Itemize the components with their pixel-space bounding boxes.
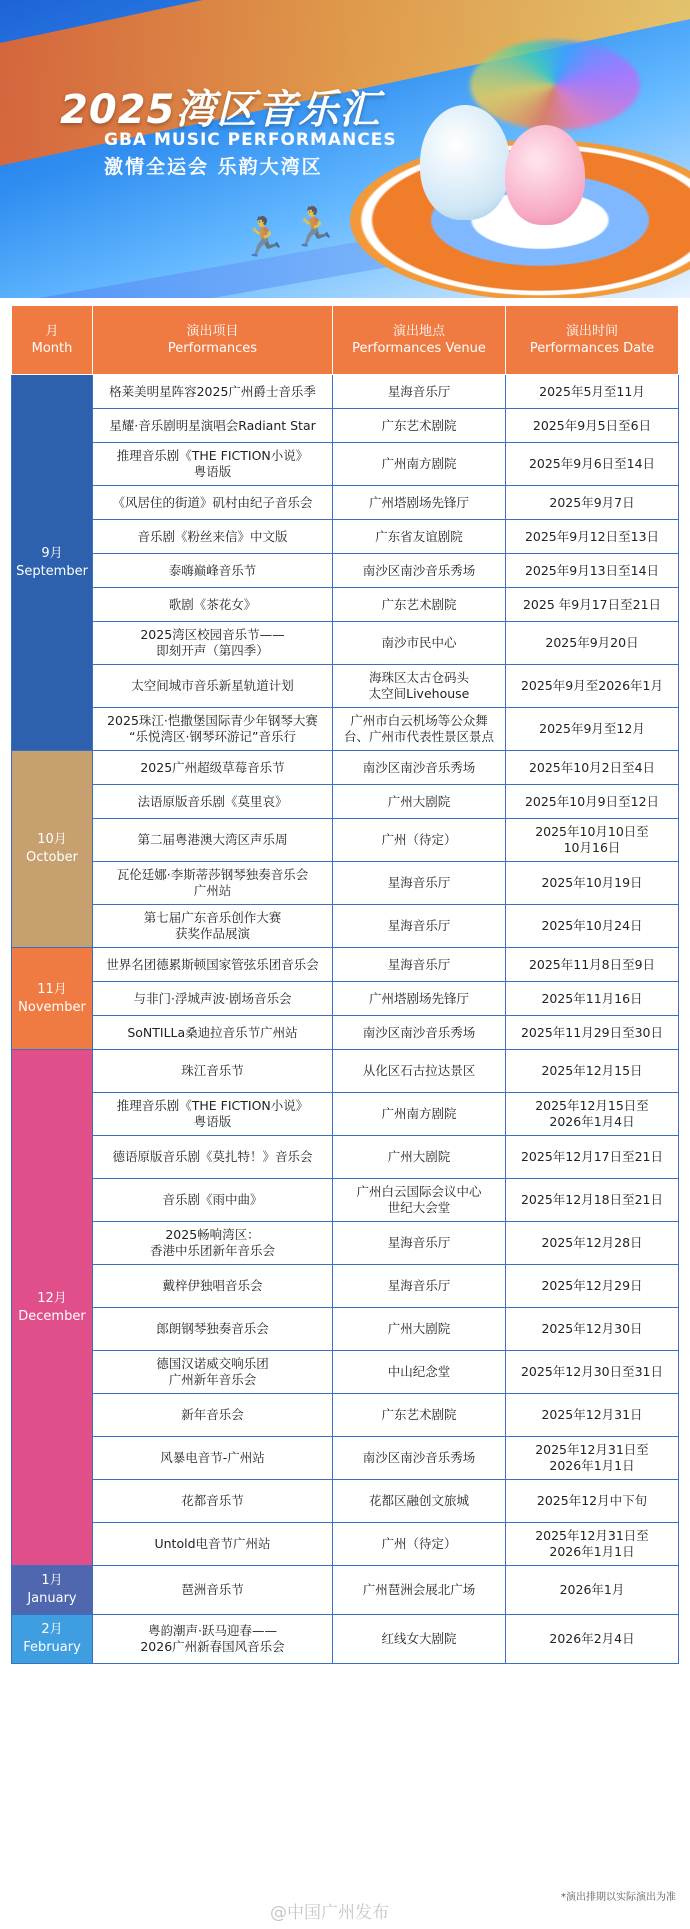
venue-cell: 中山纪念堂 bbox=[333, 1351, 506, 1394]
performance-cell: 琶洲音乐节 bbox=[93, 1566, 333, 1615]
date-cell: 2025年9月至12月 bbox=[506, 708, 679, 751]
header-venue: 演出地点 Performances Venue bbox=[333, 306, 506, 375]
venue-cell: 广州白云国际会议中心 世纪大会堂 bbox=[333, 1179, 506, 1222]
banner-slogan: 激情全运会 乐韵大湾区 bbox=[104, 156, 323, 178]
performance-cell: 2025湾区校园音乐节—— 即刻开声（第四季） bbox=[93, 622, 333, 665]
venue-cell: 广州市白云机场等公众舞 台、广州市代表性景区景点 bbox=[333, 708, 506, 751]
date-cell: 2026年1月 bbox=[506, 1566, 679, 1615]
performance-cell: 德国汉诺威交响乐团 广州新年音乐会 bbox=[93, 1351, 333, 1394]
table-row bbox=[12, 409, 679, 443]
date-cell: 2025年10月19日 bbox=[506, 862, 679, 905]
venue-cell: 星海音乐厅 bbox=[333, 1265, 506, 1308]
month-cell: 12月 December bbox=[12, 1050, 93, 1566]
performance-cell: 音乐剧《粉丝来信》中文版 bbox=[93, 520, 333, 554]
table-row bbox=[12, 708, 679, 751]
table-row bbox=[12, 1480, 679, 1523]
table-row bbox=[12, 622, 679, 665]
table-row bbox=[12, 1222, 679, 1265]
venue-cell: 广州（待定） bbox=[333, 819, 506, 862]
date-cell: 2025年12月29日 bbox=[506, 1265, 679, 1308]
header-month: 月 Month bbox=[12, 306, 93, 375]
date-cell: 2025年12月28日 bbox=[506, 1222, 679, 1265]
date-cell: 2025年11月8日至9日 bbox=[506, 948, 679, 982]
date-cell: 2025年12月15日至 2026年1月4日 bbox=[506, 1093, 679, 1136]
table-header-row bbox=[12, 306, 679, 375]
table-row bbox=[12, 1437, 679, 1480]
month-cell: 2月 February bbox=[12, 1615, 93, 1664]
performance-cell: 推理音乐剧《THE FICTION小说》 粤语版 bbox=[93, 443, 333, 486]
runner-silhouette-icon: 🏃 bbox=[290, 205, 338, 249]
performance-cell: 《风居住的街道》矶村由纪子音乐会 bbox=[93, 486, 333, 520]
table-row bbox=[12, 443, 679, 486]
performance-cell: 第二届粤港澳大湾区声乐周 bbox=[93, 819, 333, 862]
performance-cell: 太空间城市音乐新星轨道计划 bbox=[93, 665, 333, 708]
table-row bbox=[12, 1308, 679, 1351]
date-cell: 2025年12月31日至 2026年1月1日 bbox=[506, 1523, 679, 1566]
watermark: @中国广州发布 bbox=[270, 1903, 389, 1923]
venue-cell: 广州大剧院 bbox=[333, 1308, 506, 1351]
venue-cell: 南沙区南沙音乐秀场 bbox=[333, 751, 506, 785]
date-cell: 2025年9月7日 bbox=[506, 486, 679, 520]
date-cell: 2025年11月16日 bbox=[506, 982, 679, 1016]
footnote: *演出排期以实际演出为准 bbox=[561, 1892, 676, 1903]
venue-cell: 星海音乐厅 bbox=[333, 905, 506, 948]
torch-flame-illustration bbox=[470, 40, 640, 130]
date-cell: 2025年12月中下旬 bbox=[506, 1480, 679, 1523]
table-row bbox=[12, 1265, 679, 1308]
performance-cell: 格莱美明星阵容2025广州爵士音乐季 bbox=[93, 375, 333, 409]
table-row bbox=[12, 375, 679, 409]
date-cell: 2025年10月9日至12日 bbox=[506, 785, 679, 819]
date-cell: 2025年12月31日 bbox=[506, 1394, 679, 1437]
performance-cell: 瓦伦廷娜·李斯蒂莎钢琴独奏音乐会 广州站 bbox=[93, 862, 333, 905]
venue-cell: 广州南方剧院 bbox=[333, 1093, 506, 1136]
date-cell: 2025年9月20日 bbox=[506, 622, 679, 665]
venue-cell: 星海音乐厅 bbox=[333, 375, 506, 409]
table-row bbox=[12, 862, 679, 905]
performance-cell: 第七届广东音乐创作大赛 获奖作品展演 bbox=[93, 905, 333, 948]
banner-subtitle: GBA MUSIC PERFORMANCES bbox=[104, 130, 397, 150]
performance-cell: 戴梓伊独唱音乐会 bbox=[93, 1265, 333, 1308]
table-row bbox=[12, 588, 679, 622]
venue-cell: 星海音乐厅 bbox=[333, 862, 506, 905]
date-cell: 2025年5月至11月 bbox=[506, 375, 679, 409]
date-cell: 2025年9月至2026年1月 bbox=[506, 665, 679, 708]
mascot-white-dolphin bbox=[420, 105, 510, 220]
date-cell: 2025 年9月17日至21日 bbox=[506, 588, 679, 622]
date-cell: 2025年9月12日至13日 bbox=[506, 520, 679, 554]
table-row bbox=[12, 1050, 679, 1093]
venue-cell: 广东省友谊剧院 bbox=[333, 520, 506, 554]
date-cell: 2025年9月6日至14日 bbox=[506, 443, 679, 486]
performance-cell: 德语原版音乐剧《莫扎特！》音乐会 bbox=[93, 1136, 333, 1179]
performance-cell: 2025畅响湾区： 香港中乐团新年音乐会 bbox=[93, 1222, 333, 1265]
venue-cell: 南沙区南沙音乐秀场 bbox=[333, 1437, 506, 1480]
table-row bbox=[12, 819, 679, 862]
date-cell: 2025年12月31日至 2026年1月1日 bbox=[506, 1437, 679, 1480]
runner-silhouette-icon: 🏃 bbox=[240, 215, 288, 259]
venue-cell: 星海音乐厅 bbox=[333, 1222, 506, 1265]
performance-cell: 星耀·音乐剧明星演唱会Radiant Star bbox=[93, 409, 333, 443]
venue-cell: 从化区石古拉达景区 bbox=[333, 1050, 506, 1093]
month-cell: 11月 November bbox=[12, 948, 93, 1050]
venue-cell: 广州大剧院 bbox=[333, 1136, 506, 1179]
performance-cell: 歌剧《茶花女》 bbox=[93, 588, 333, 622]
date-cell: 2025年12月30日 bbox=[506, 1308, 679, 1351]
date-cell: 2025年12月30日至31日 bbox=[506, 1351, 679, 1394]
date-cell: 2025年10月2日至4日 bbox=[506, 751, 679, 785]
table-row bbox=[12, 948, 679, 982]
table-row bbox=[12, 1566, 679, 1615]
performance-cell: Untold电音节广州站 bbox=[93, 1523, 333, 1566]
table-row bbox=[12, 1351, 679, 1394]
performance-cell: 推理音乐剧《THE FICTION小说》 粤语版 bbox=[93, 1093, 333, 1136]
header-performances: 演出项目 Performances bbox=[93, 306, 333, 375]
venue-cell: 广州塔剧场先锋厅 bbox=[333, 982, 506, 1016]
table-row bbox=[12, 665, 679, 708]
performance-cell: 珠江音乐节 bbox=[93, 1050, 333, 1093]
venue-cell: 广州琶洲会展北广场 bbox=[333, 1566, 506, 1615]
table-row bbox=[12, 1615, 679, 1664]
performance-cell: 新年音乐会 bbox=[93, 1394, 333, 1437]
venue-cell: 星海音乐厅 bbox=[333, 948, 506, 982]
table-row bbox=[12, 1093, 679, 1136]
performance-cell: 泰嗨巅峰音乐节 bbox=[93, 554, 333, 588]
performance-cell: 世界名团德累斯顿国家管弦乐团音乐会 bbox=[93, 948, 333, 982]
venue-cell: 广州大剧院 bbox=[333, 785, 506, 819]
performance-cell: 郎朗钢琴独奏音乐会 bbox=[93, 1308, 333, 1351]
date-cell: 2025年9月5日至6日 bbox=[506, 409, 679, 443]
performance-cell: 音乐剧《雨中曲》 bbox=[93, 1179, 333, 1222]
banner-title: 2025湾区音乐汇 bbox=[60, 87, 381, 133]
table-row bbox=[12, 751, 679, 785]
venue-cell: 广东艺术剧院 bbox=[333, 1394, 506, 1437]
venue-cell: 海珠区太古仓码头 太空间Livehouse bbox=[333, 665, 506, 708]
header-date: 演出时间 Performances Date bbox=[506, 306, 679, 375]
mascot-pink-dolphin bbox=[505, 125, 585, 225]
table-row bbox=[12, 1394, 679, 1437]
venue-cell: 广州（待定） bbox=[333, 1523, 506, 1566]
performance-cell: 花都音乐节 bbox=[93, 1480, 333, 1523]
table-row bbox=[12, 982, 679, 1016]
month-cell: 9月 September bbox=[12, 375, 93, 751]
table-row bbox=[12, 1136, 679, 1179]
venue-cell: 南沙区南沙音乐秀场 bbox=[333, 1016, 506, 1050]
performance-cell: 2025广州超级草莓音乐节 bbox=[93, 751, 333, 785]
venue-cell: 广东艺术剧院 bbox=[333, 409, 506, 443]
performance-cell: 与非门·浮城声波·剧场音乐会 bbox=[93, 982, 333, 1016]
date-cell: 2025年12月17日至21日 bbox=[506, 1136, 679, 1179]
table-row bbox=[12, 1523, 679, 1566]
date-cell: 2025年12月18日至21日 bbox=[506, 1179, 679, 1222]
date-cell: 2025年10月10日至 10月16日 bbox=[506, 819, 679, 862]
table-row bbox=[12, 554, 679, 588]
table-row bbox=[12, 785, 679, 819]
performance-cell: 风暴电音节-广州站 bbox=[93, 1437, 333, 1480]
date-cell: 2025年12月15日 bbox=[506, 1050, 679, 1093]
venue-cell: 南沙市民中心 bbox=[333, 622, 506, 665]
venue-cell: 广东艺术剧院 bbox=[333, 588, 506, 622]
date-cell: 2026年2月4日 bbox=[506, 1615, 679, 1664]
performance-cell: SoNTILLa桑迪拉音乐节广州站 bbox=[93, 1016, 333, 1050]
schedule-table bbox=[11, 305, 679, 1664]
month-cell: 1月 January bbox=[12, 1566, 93, 1615]
table-row bbox=[12, 520, 679, 554]
performance-cell: 2025珠江·恺撒堡国际青少年钢琴大赛 “乐悦湾区·钢琴环游记”音乐行 bbox=[93, 708, 333, 751]
month-cell: 10月 October bbox=[12, 751, 93, 948]
date-cell: 2025年11月29日至30日 bbox=[506, 1016, 679, 1050]
table-row bbox=[12, 1179, 679, 1222]
table-row bbox=[12, 486, 679, 520]
table-row bbox=[12, 1016, 679, 1050]
venue-cell: 南沙区南沙音乐秀场 bbox=[333, 554, 506, 588]
date-cell: 2025年9月13日至14日 bbox=[506, 554, 679, 588]
date-cell: 2025年10月24日 bbox=[506, 905, 679, 948]
venue-cell: 广州南方剧院 bbox=[333, 443, 506, 486]
venue-cell: 广州塔剧场先锋厅 bbox=[333, 486, 506, 520]
performance-cell: 法语原版音乐剧《莫里哀》 bbox=[93, 785, 333, 819]
venue-cell: 红线女大剧院 bbox=[333, 1615, 506, 1664]
table-row bbox=[12, 905, 679, 948]
header-banner bbox=[0, 0, 690, 298]
performance-cell: 粤韵潮声·跃马迎春—— 2026广州新春国风音乐会 bbox=[93, 1615, 333, 1664]
venue-cell: 花都区融创文旅城 bbox=[333, 1480, 506, 1523]
